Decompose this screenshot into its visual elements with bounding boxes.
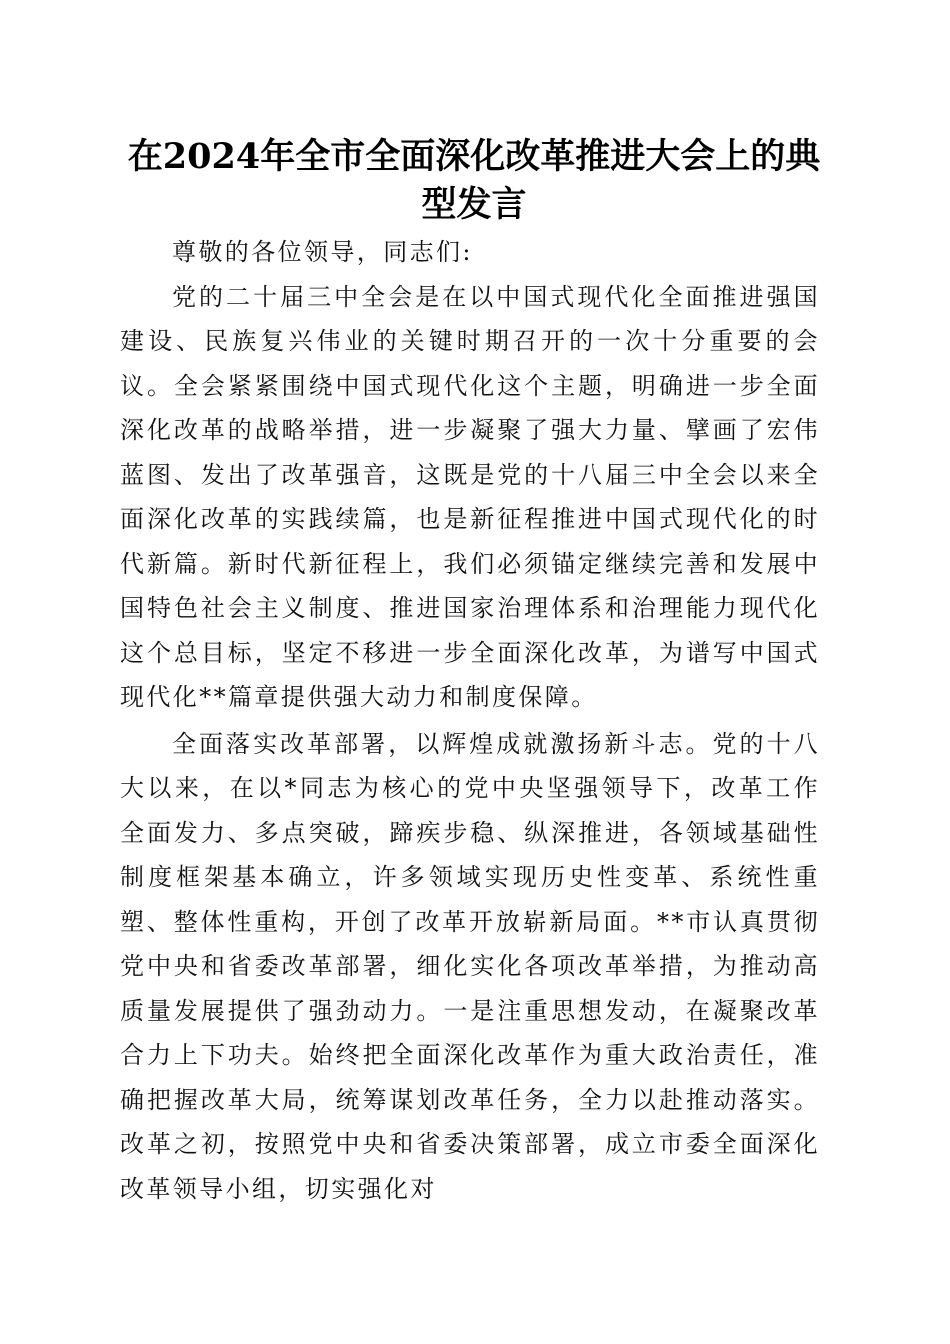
document-body [120,230,820,1211]
salutation: 尊敬的各位领导，同志们: [172,238,473,266]
document-title: 在2024年全市全面深化改革推进大会上的典型发言 [127,136,821,225]
paragraph: 全面落实改革部署，以辉煌成就激扬新斗志。党的十八大以来，在以*同志为核心的党中央坚强领导下，改革工作全面发力、多点突破，蹄疾步稳、纵深推进，各领域基础性制度框架基本确立，许多领域实现历史性变革、系统性重塑、整体性重构，开创了改革开放崭新局面。**市认真贯彻党中央和省委改革部署，细化实化各项改革举措，为推动高质量发展提供了强劲动力。一是注重思想发动，在凝聚改革合力上下功夫。始终把全面深化改革作为重大政治责任，准确把握改革大局，统筹谋划改革任务，全力以赴推动落实。改革之初，按照党中央和省委决策部署，成立市委全面深化改革领导小组，切实强化对 [120,729,820,1203]
paragraph: 党的二十届三中全会是在以中国式现代化全面推进强国建设、民族复兴伟业的关键时期召开的一次十分重要的会议。全会紧紧围绕中国式现代化这个主题，明确进一步全面深化改革的战略举措，进一步凝聚了强大力量、擘画了宏伟蓝图、发出了改革强音，这既是党的十八届三中全会以来全面深化改革的实践续篇，也是新征程推进中国式现代化的时代新篇。新时代新征程上，我们必须锚定继续完善和发展中国特色社会主义制度、推进国家治理体系和治理能力现代化这个总目标，坚定不移进一步全面深化改革，为谱写中国式现代化**篇章提供强大动力和制度保障。 [120,282,820,711]
